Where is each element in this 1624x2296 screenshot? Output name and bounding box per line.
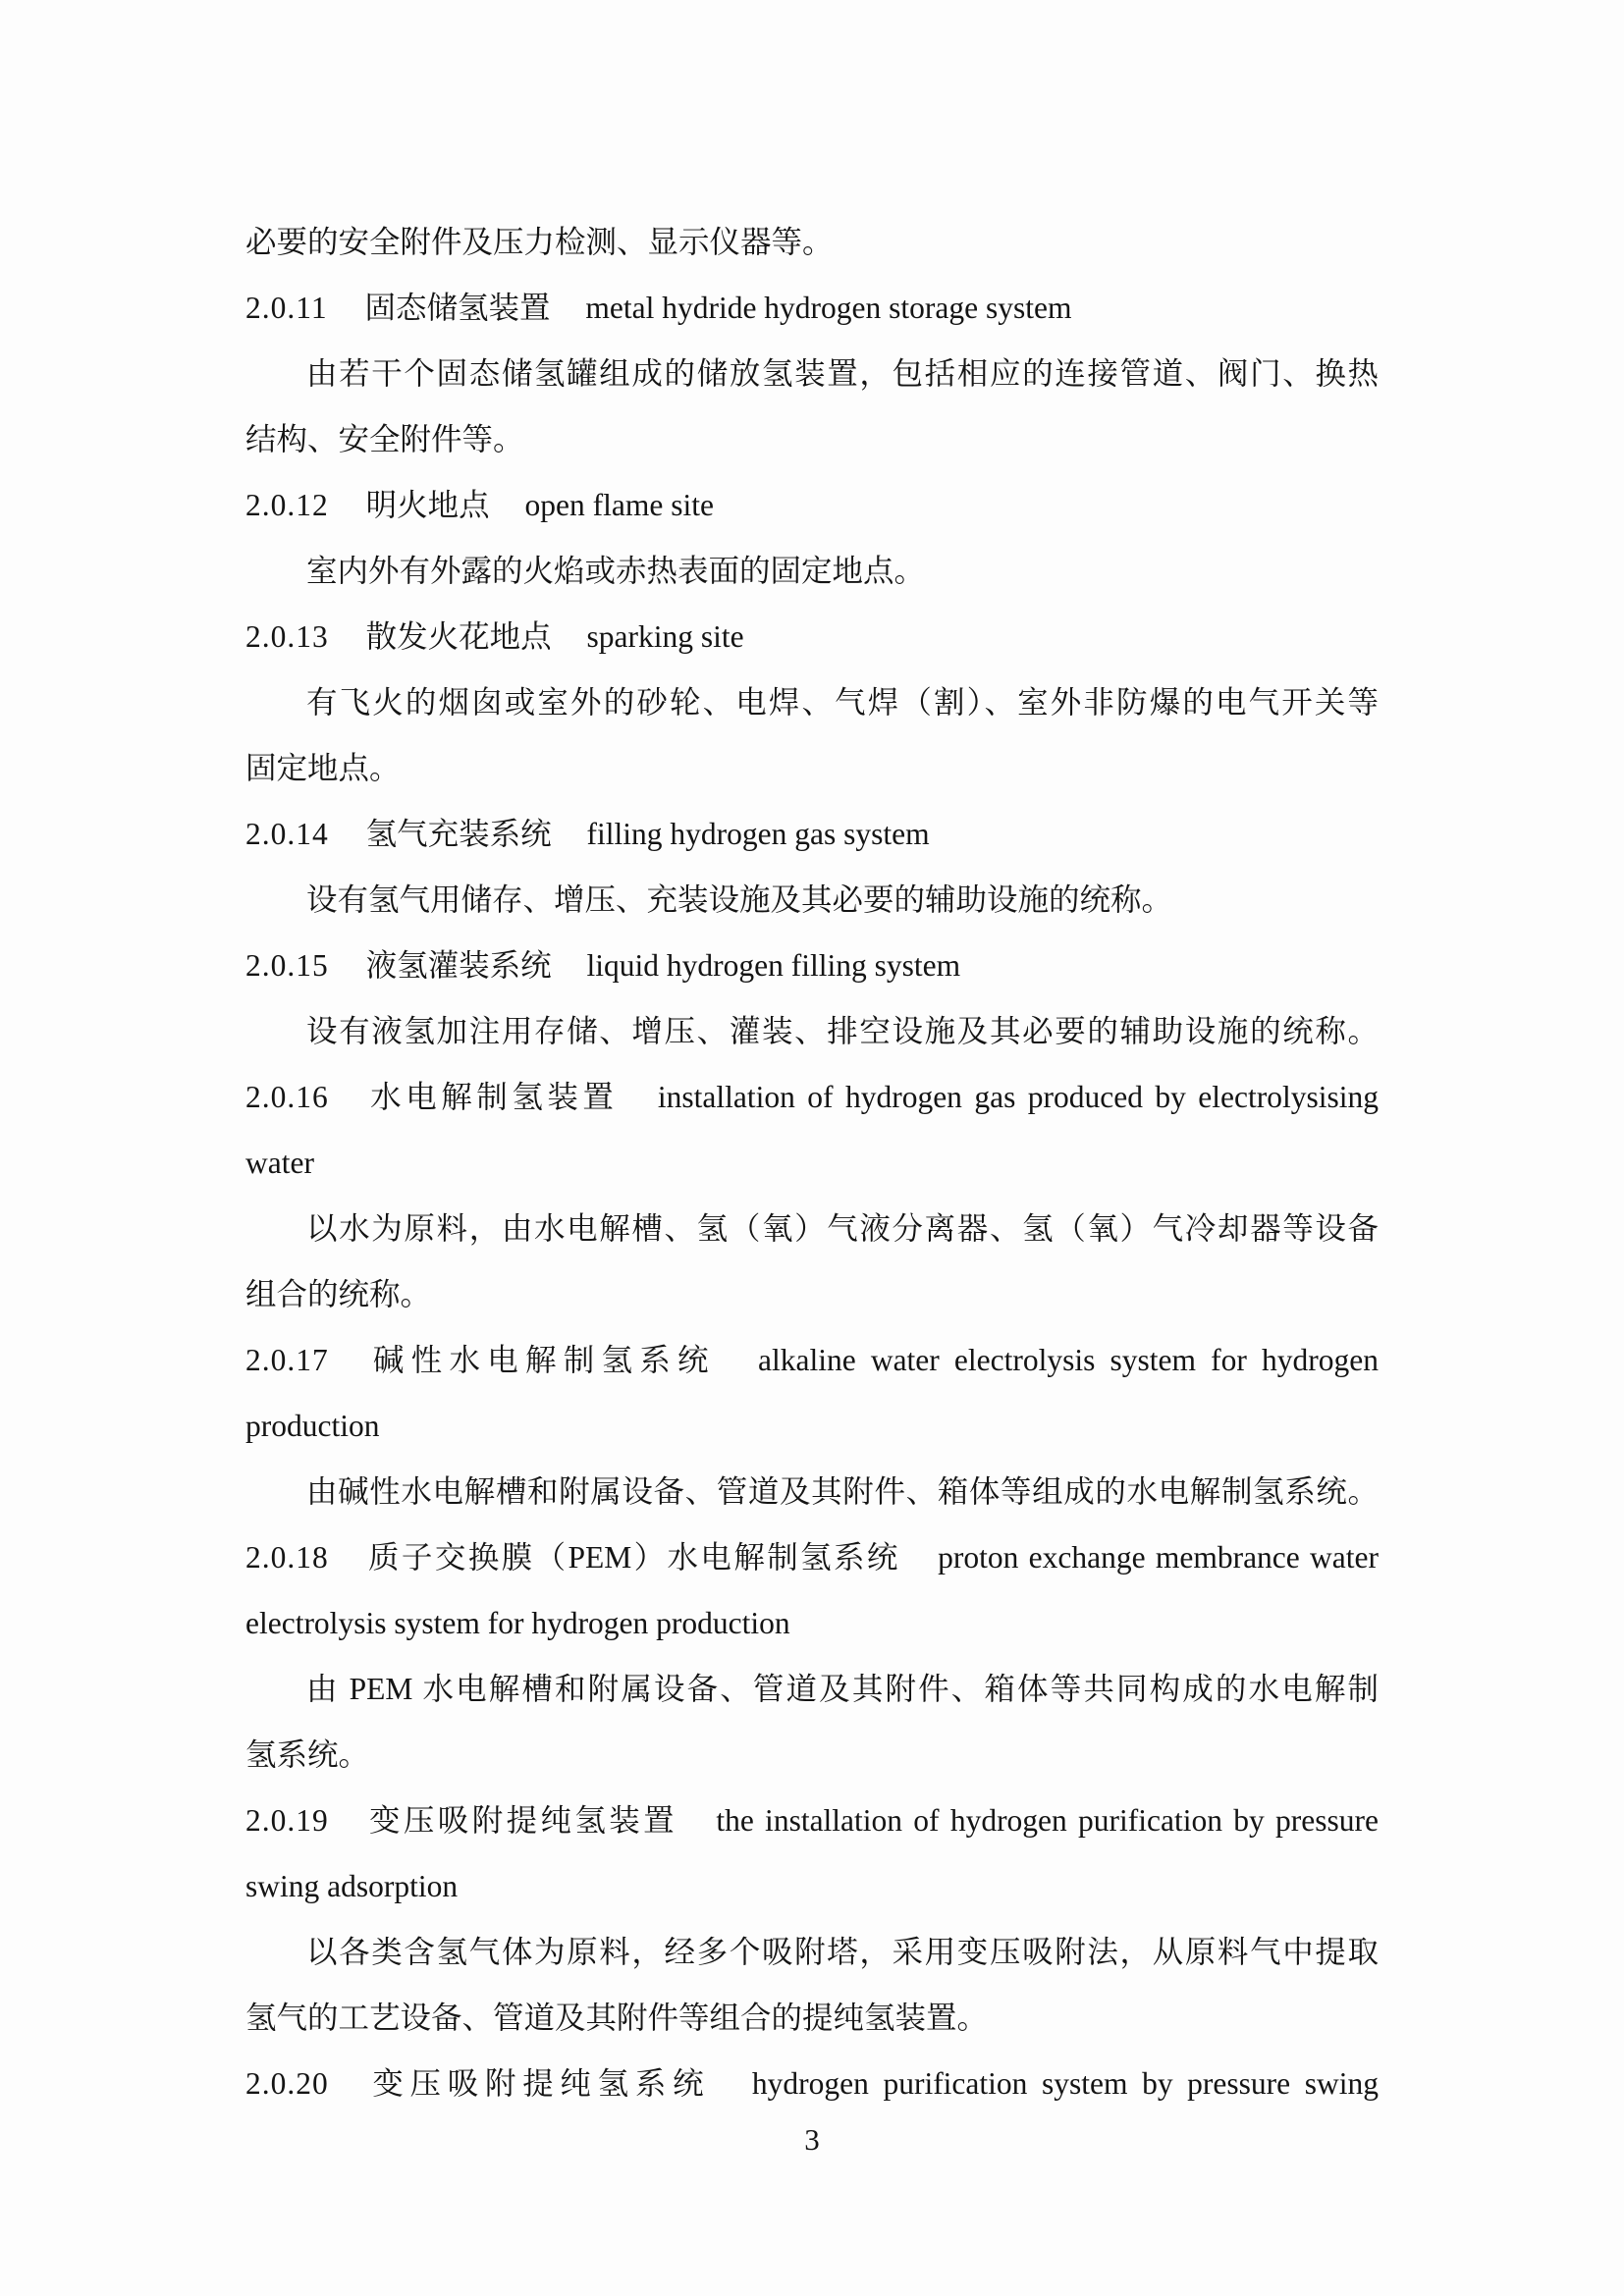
- definition-line: 室内外有外露的火焰或赤热表面的固定地点。: [306, 554, 926, 588]
- term-chinese: 散发火花地点: [365, 619, 552, 654]
- term-chinese: 变压吸附提纯氢装置: [369, 1803, 678, 1838]
- definition-line: production: [245, 1409, 380, 1443]
- term-english: installation of hydrogen gas produced by electrolysising: [657, 1080, 1379, 1114]
- page-footer: [245, 2107, 1379, 2172]
- definition-line: 设有液氢加注用存储、增压、灌装、排空设施及其必要的辅助设施的统称。: [306, 1014, 1379, 1048]
- term-english: the installation of hydrogen purification by pressure: [716, 1803, 1379, 1838]
- term-english: filling hydrogen gas system: [586, 817, 930, 851]
- term-line-2-0-12: [245, 472, 1379, 538]
- terminology-section: [245, 209, 1379, 2116]
- term-chinese: 固态储氢装置: [364, 291, 551, 325]
- term-line-2-0-19: [245, 1788, 1379, 1853]
- definition-line: 组合的统称。: [245, 1277, 432, 1311]
- term-line-2-0-11: [245, 275, 1379, 341]
- term-chinese: 质子交换膜（PEM）水电解制氢系统: [368, 1540, 900, 1575]
- term-chinese: 变压吸附提纯氢系统: [372, 2066, 711, 2101]
- term-chinese: 明火地点: [365, 488, 490, 522]
- term-english: alkaline water electrolysis system for hydrogen: [757, 1343, 1379, 1377]
- definition-line: 以各类含氢气体为原料，经多个吸附塔，采用变压吸附法，从原料气中提取: [306, 1935, 1379, 1969]
- definition-line: 必要的安全附件及压力检测、显示仪器等。: [245, 225, 834, 259]
- definition-line: swing adsorption: [245, 1869, 459, 1903]
- term-line-2-0-14: [245, 801, 1379, 867]
- definition-line: 氢系统。: [245, 1737, 370, 1772]
- term-number: 2.0.19: [245, 1803, 329, 1838]
- term-chinese: 液氢灌装系统: [365, 948, 552, 983]
- term-number: 2.0.14: [245, 817, 329, 851]
- term-english: sparking site: [586, 619, 744, 654]
- definition-line: 由 PEM 水电解槽和附属设备、管道及其附件、箱体等共同构成的水电解制: [306, 1672, 1379, 1706]
- term-english: liquid hydrogen filling system: [586, 948, 961, 983]
- definition-line: 固定地点。: [245, 751, 401, 785]
- term-number: 2.0.16: [245, 1080, 329, 1114]
- term-english: open flame site: [524, 488, 714, 522]
- term-number: 2.0.11: [245, 291, 328, 325]
- definition-line: 有飞火的烟囱或室外的砂轮、电焊、气焊（割）、室外非防爆的电气开关等: [306, 685, 1379, 720]
- definition-line: water: [245, 1146, 314, 1180]
- term-number: 2.0.17: [245, 1343, 329, 1377]
- term-line-2-0-18: [245, 1524, 1379, 1590]
- term-english: proton exchange membrance water: [938, 1540, 1379, 1575]
- definition-line: 氢气的工艺设备、管道及其附件等组合的提纯氢装置。: [245, 2001, 989, 2035]
- term-english: metal hydride hydrogen storage system: [585, 291, 1072, 325]
- term-chinese: 水电解制氢装置: [370, 1080, 619, 1114]
- definition-line: 设有氢气用储存、增压、充装设施及其必要的辅助设施的统称。: [306, 882, 1173, 917]
- term-number: 2.0.20: [245, 2066, 329, 2101]
- term-chinese: 碱性水电解制氢系统: [372, 1343, 716, 1377]
- term-chinese: 氢气充装系统: [365, 817, 552, 851]
- term-line-2-0-16: [245, 1064, 1379, 1130]
- term-number: 2.0.13: [245, 619, 329, 654]
- term-number: 2.0.15: [245, 948, 329, 983]
- term-line-2-0-15: [245, 933, 1379, 998]
- definition-line: 以水为原料，由水电解槽、氢（氧）气液分离器、氢（氧）气冷却器等设备: [306, 1211, 1379, 1246]
- definition-line: electrolysis system for hydrogen production: [245, 1606, 790, 1640]
- term-english: hydrogen purification system by pressure swing: [751, 2066, 1379, 2101]
- term-line-2-0-17: [245, 1327, 1379, 1393]
- definition-line: 由若干个固态储氢罐组成的储放氢装置，包括相应的连接管道、阀门、换热: [306, 356, 1379, 391]
- page-number: 3: [804, 2122, 820, 2157]
- term-number: 2.0.18: [245, 1540, 329, 1575]
- definition-line: 由碱性水电解槽和附属设备、管道及其附件、箱体等组成的水电解制氢系统。: [306, 1474, 1379, 1509]
- definition-line: 结构、安全附件等。: [245, 422, 524, 456]
- term-number: 2.0.12: [245, 488, 329, 522]
- term-line-2-0-13: [245, 604, 1379, 669]
